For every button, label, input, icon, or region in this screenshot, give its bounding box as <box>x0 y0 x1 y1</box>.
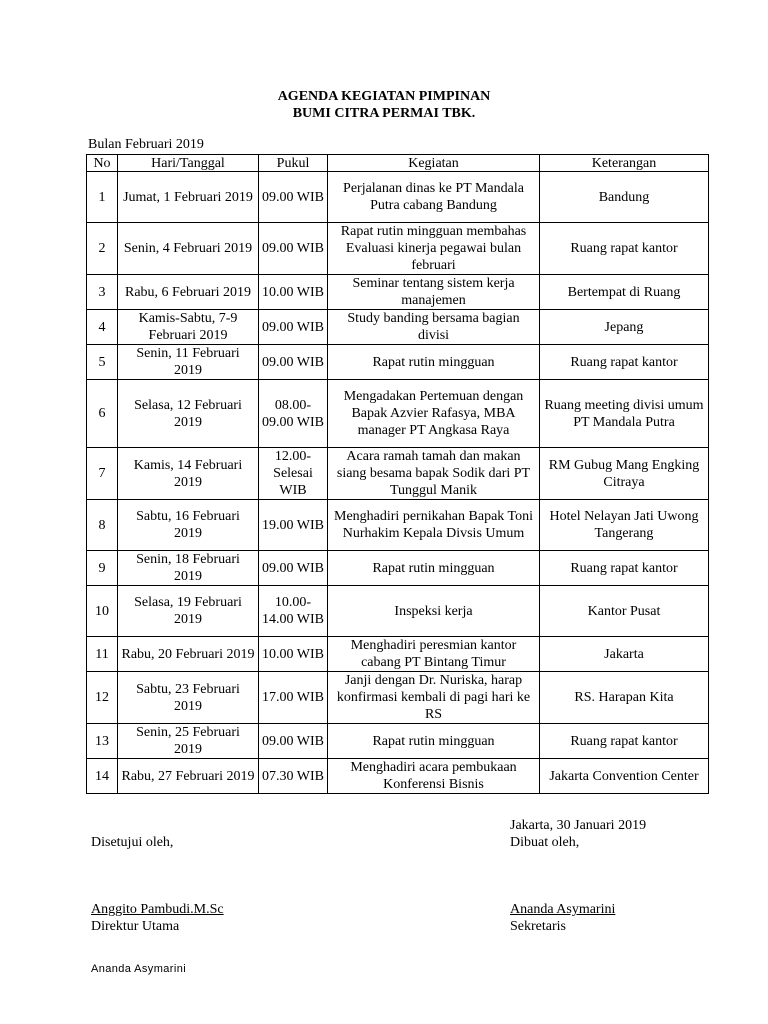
header-no: No <box>87 155 118 172</box>
row-time: 10.00 WIB <box>259 637 328 672</box>
row-date: Kamis-Sabtu, 7-9 Februari 2019 <box>118 310 259 345</box>
row-time: 09.00 WIB <box>259 172 328 223</box>
row-note: Ruang rapat kantor <box>540 223 709 275</box>
row-note: Jakarta Convention Center <box>540 759 709 794</box>
row-date: Sabtu, 16 Februari 2019 <box>118 500 259 551</box>
table-row <box>87 448 709 500</box>
row-note: Ruang meeting divisi umum PT Mandala Putra <box>540 380 709 448</box>
row-date: Senin, 25 Februari 2019 <box>118 724 259 759</box>
row-activity: Mengadakan Pertemuan dengan Bapak Azvier Rafasya, MBA manager PT Angkasa Raya <box>328 380 540 448</box>
row-number: 1 <box>87 172 118 223</box>
row-note: Ruang rapat kantor <box>540 345 709 380</box>
row-number: 6 <box>87 380 118 448</box>
table-row <box>87 672 709 724</box>
document-title-line2: BUMI CITRA PERMAI TBK. <box>292 106 476 121</box>
made-by-label: Dibuat oleh, <box>510 835 580 850</box>
table-row <box>87 172 709 223</box>
row-time: 10.00 WIB <box>259 275 328 310</box>
table-header-row <box>87 155 709 172</box>
row-time: 09.00 WIB <box>259 345 328 380</box>
row-number: 5 <box>87 345 118 380</box>
row-date: Selasa, 12 Februari 2019 <box>118 380 259 448</box>
row-activity: Menghadiri peresmian kantor cabang PT Bintang Timur <box>328 637 540 672</box>
row-number: 3 <box>87 275 118 310</box>
row-note: Bandung <box>540 172 709 223</box>
row-time: 09.00 WIB <box>259 551 328 586</box>
row-number: 8 <box>87 500 118 551</box>
row-activity: Janji dengan Dr. Nuriska, harap konfirmasi kembali di pagi hari ke RS <box>328 672 540 724</box>
row-activity: Rapat rutin mingguan <box>328 724 540 759</box>
approver-name: Anggito Pambudi.M.Sc <box>91 902 224 917</box>
row-number: 10 <box>87 586 118 637</box>
row-note: RS. Harapan Kita <box>540 672 709 724</box>
row-date: Senin, 18 Februari 2019 <box>118 551 259 586</box>
approved-by-label: Disetujui oleh, <box>91 835 174 850</box>
row-number: 12 <box>87 672 118 724</box>
table-row <box>87 500 709 551</box>
agenda-table <box>86 154 709 794</box>
table-row <box>87 759 709 794</box>
row-number: 9 <box>87 551 118 586</box>
approver-title: Direktur Utama <box>91 919 180 934</box>
row-number: 4 <box>87 310 118 345</box>
row-number: 14 <box>87 759 118 794</box>
header-date: Hari/Tanggal <box>118 155 259 172</box>
row-date: Rabu, 6 Februari 2019 <box>118 275 259 310</box>
row-activity: Seminar tentang sistem kerja manajemen <box>328 275 540 310</box>
row-activity: Study banding bersama bagian divisi <box>328 310 540 345</box>
table-row <box>87 637 709 672</box>
row-activity: Menghadiri pernikahan Bapak Toni Nurhakim Kepala Divsis Umum <box>328 500 540 551</box>
agenda-table-body <box>87 172 709 794</box>
row-number: 11 <box>87 637 118 672</box>
month-label: Bulan Februari 2019 <box>88 137 204 152</box>
table-row <box>87 223 709 275</box>
document-title-line1: AGENDA KEGIATAN PIMPINAN <box>277 89 491 104</box>
row-activity: Rapat rutin mingguan <box>328 345 540 380</box>
row-activity: Perjalanan dinas ke PT Mandala Putra cabang Bandung <box>328 172 540 223</box>
place-date: Jakarta, 30 Januari 2019 <box>510 818 647 833</box>
row-time: 09.00 WIB <box>259 724 328 759</box>
row-note: Jakarta <box>540 637 709 672</box>
row-note: Ruang rapat kantor <box>540 724 709 759</box>
header-activity: Kegiatan <box>328 155 540 172</box>
row-date: Jumat, 1 Februari 2019 <box>118 172 259 223</box>
row-date: Kamis, 14 Februari 2019 <box>118 448 259 500</box>
row-time: 07.30 WIB <box>259 759 328 794</box>
row-note: Hotel Nelayan Jati Uwong Tangerang <box>540 500 709 551</box>
row-activity: Acara ramah tamah dan makan siang besama bapak Sodik dari PT Tunggul Manik <box>328 448 540 500</box>
row-note: Kantor Pusat <box>540 586 709 637</box>
row-note: Ruang rapat kantor <box>540 551 709 586</box>
table-row <box>87 586 709 637</box>
row-time: 09.00 WIB <box>259 223 328 275</box>
table-row <box>87 551 709 586</box>
row-note: Bertempat di Ruang <box>540 275 709 310</box>
row-time: 09.00 WIB <box>259 310 328 345</box>
row-number: 2 <box>87 223 118 275</box>
row-date: Senin, 4 Februari 2019 <box>118 223 259 275</box>
row-activity: Rapat rutin mingguan <box>328 551 540 586</box>
row-number: 13 <box>87 724 118 759</box>
row-time: 08.00-09.00 WIB <box>259 380 328 448</box>
row-date: Rabu, 20 Februari 2019 <box>118 637 259 672</box>
table-row <box>87 724 709 759</box>
header-note: Keterangan <box>540 155 709 172</box>
row-time: 12.00-Selesai WIB <box>259 448 328 500</box>
row-activity: Inspeksi kerja <box>328 586 540 637</box>
header-time: Pukul <box>259 155 328 172</box>
row-note: RM Gubug Mang Engking Citraya <box>540 448 709 500</box>
uploader-name: Ananda Asymarini <box>91 963 187 975</box>
table-row <box>87 310 709 345</box>
table-row <box>87 380 709 448</box>
row-date: Rabu, 27 Februari 2019 <box>118 759 259 794</box>
row-activity: Rapat rutin mingguan membahas Evaluasi kinerja pegawai bulan februari <box>328 223 540 275</box>
row-time: 10.00-14.00 WIB <box>259 586 328 637</box>
row-number: 7 <box>87 448 118 500</box>
row-date: Selasa, 19 Februari 2019 <box>118 586 259 637</box>
row-note: Jepang <box>540 310 709 345</box>
row-date: Sabtu, 23 Februari 2019 <box>118 672 259 724</box>
table-row <box>87 275 709 310</box>
row-time: 17.00 WIB <box>259 672 328 724</box>
row-date: Senin, 11 Februari 2019 <box>118 345 259 380</box>
row-time: 19.00 WIB <box>259 500 328 551</box>
maker-name: Ananda Asymarini <box>510 902 616 917</box>
table-row <box>87 345 709 380</box>
maker-title: Sekretaris <box>510 919 566 934</box>
row-activity: Menghadiri acara pembukaan Konferensi Bisnis <box>328 759 540 794</box>
